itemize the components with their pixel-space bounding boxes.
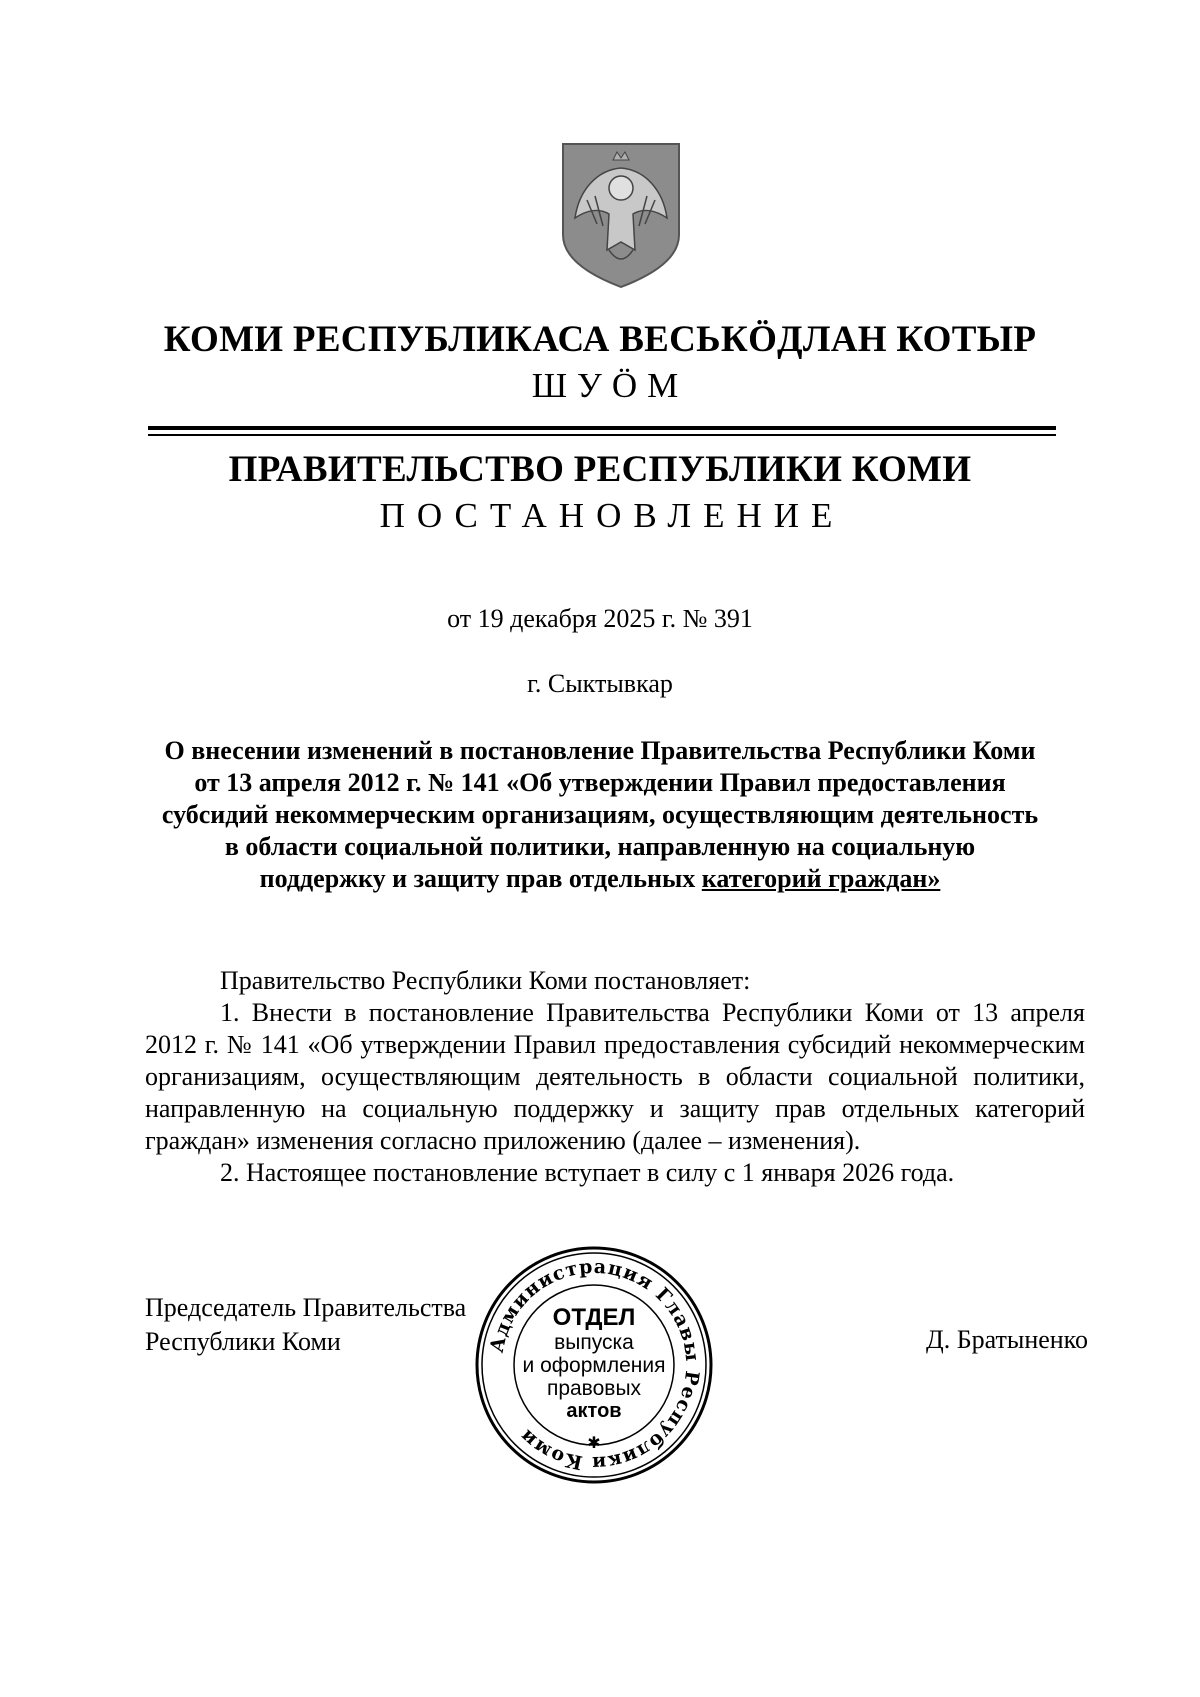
russian-government-title: ПРАВИТЕЛЬСТВО РЕСПУБЛИКИ КОМИ — [228, 449, 972, 490]
star-icon: ✱ — [587, 1433, 601, 1452]
document-date-number: от 19 декабря 2025 г. № 391 — [447, 604, 753, 633]
komi-government-title: КОМИ РЕСПУБЛИКАСА ВЕСЬКӦДЛАН КОТЫР — [163, 319, 1037, 360]
signer-position-line-1: Председатель Правительства — [145, 1293, 467, 1322]
header-divider-thick — [148, 426, 1056, 430]
stamp-line-4: правовых — [546, 1377, 642, 1400]
official-stamp — [474, 1245, 714, 1485]
stamp-line-2: выпуска — [554, 1331, 634, 1354]
stamp-ring-text: Администрация Главы Республики Коми — [485, 1255, 704, 1475]
russian-document-type: ПОСТАНОВЛЕНИЕ — [379, 496, 845, 535]
document-city: г. Сыктывкар — [527, 669, 673, 698]
coat-of-arms-icon — [557, 140, 685, 290]
signer-name: Д. Братыненко — [925, 1325, 1088, 1354]
body-item-2: 2. Настоящее постановление вступает в силу с 1 января 2026 года. — [220, 1158, 955, 1187]
body-item-1: 1. Внести в постановление Правительства Республики Коми от 13 апреля 2012 г. № 141 «Об утверждении Правил предоставления субсидий некоммерческим организациям, осуществляющим деятельность в области социальной политики, направленную на социальную поддержку и защиту прав отдельных категорий граждан» изменения согласно приложению (далее – изменения). — [145, 998, 1085, 1155]
header-divider-thin — [148, 434, 1056, 436]
subject-text: О внесении изменений в постановление Правительства Республики Коми от 13 апреля 2012 г. № 141 «Об утверждении Правил предоставления субсидий некоммерческим организациям, осуществляющим деятельность в области социальной политики, направленную на социальную поддержку и защиту прав отдельных — [161, 736, 1039, 893]
stamp-line-1: ОТДЕЛ — [552, 1304, 636, 1331]
document-subject — [160, 735, 1040, 895]
stamp-line-5: актов — [566, 1400, 622, 1422]
subject-underlined-text: категорий граждан» — [701, 864, 941, 893]
document-body — [145, 965, 1085, 1189]
body-intro: Правительство Республики Коми постановляет: — [220, 966, 751, 995]
komi-document-type: ШУӦМ — [531, 366, 689, 405]
signer-position-line-2: Республики Коми — [145, 1327, 341, 1356]
stamp-line-3: и оформления — [522, 1354, 666, 1377]
signer-position — [145, 1291, 466, 1359]
